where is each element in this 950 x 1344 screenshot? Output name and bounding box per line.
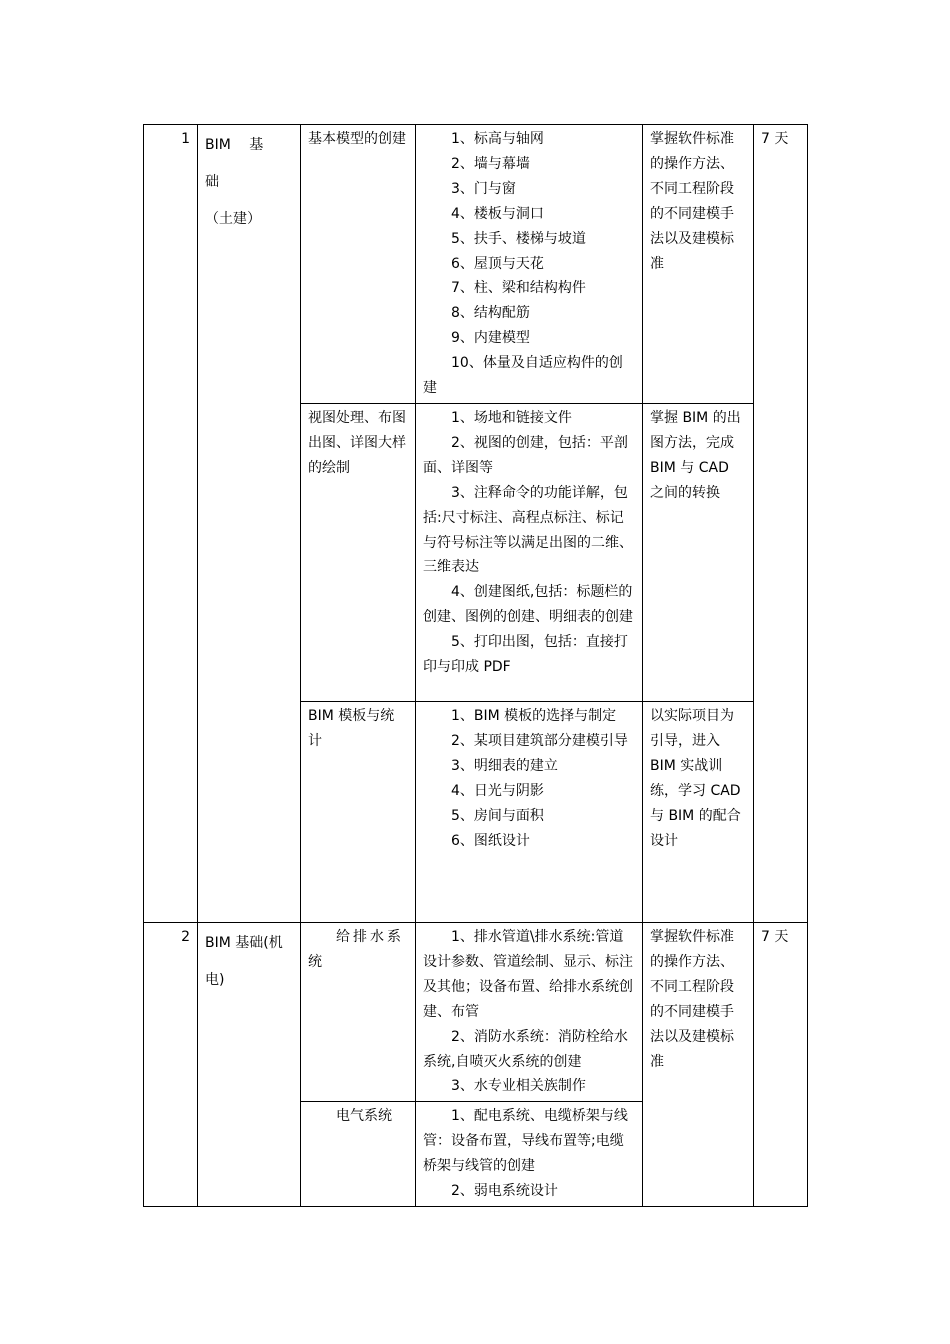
course-subname: 电) (205, 971, 225, 988)
list-item: 6、图纸设计 (451, 832, 530, 849)
list-item: 6、屋顶与天花 (451, 255, 544, 272)
module-title: 视图处理、布图出图、详图大样的绘制 (308, 409, 406, 476)
module-content-cell (416, 701, 643, 922)
course-subname: （土建） (205, 211, 261, 227)
list-item: 4、楼板与洞口 (451, 205, 544, 222)
objective-cell (643, 701, 754, 922)
course-name: BIM 基础(机 (205, 934, 283, 951)
module-title-cell (301, 701, 416, 922)
module-title: 电气系统 (336, 1108, 392, 1125)
list-item: 9、内建模型 (451, 330, 530, 347)
module-title-cell (301, 403, 416, 701)
duration-cell (754, 125, 808, 923)
objective-text: 掌握软件标准的操作方法、不同工程阶段的不同建模手法以及建模标准 (650, 131, 734, 272)
module-content-cell (416, 922, 643, 1101)
module-content-cell (416, 125, 643, 404)
list-item: 1、BIM 模板的选择与制定 (451, 707, 617, 724)
list-item: 3、明细表的建立 (451, 757, 558, 774)
list-item: 4、日光与阴影 (451, 782, 544, 799)
module-title: 给排水系统 (308, 928, 404, 970)
row-number: 2 (144, 922, 198, 1206)
list-item: 8、结构配筋 (451, 305, 530, 322)
list-item: 2、弱电系统设计 (451, 1183, 558, 1200)
module-title-cell (301, 922, 416, 1101)
list-item: 3、注释命令的功能详解，包括:尺寸标注、高程点标注、标记与符号标注等以满足出图的二维、三维表达 (423, 484, 633, 576)
course-table (143, 124, 808, 1207)
list-item: 5、打印出图，包括：直接打印与印成 PDF (423, 634, 628, 676)
duration: 7 天 (761, 131, 789, 147)
list-item: 10、体量及自适应构件的创建 (423, 355, 623, 397)
list-item: 5、扶手、楼梯与坡道 (451, 230, 586, 247)
module-title: 基本模型的创建 (308, 131, 406, 147)
list-item: 7、柱、梁和结构构件 (451, 280, 586, 297)
table-row (144, 922, 808, 1101)
list-item: 1、配电系统、电缆桥架与线管：设备布置，导线布置等;电缆桥架与线管的创建 (423, 1108, 628, 1175)
list-item: 2、消防水系统：消防栓给水系统,自喷灭火系统的创建 (423, 1028, 628, 1070)
module-title-cell (301, 125, 416, 404)
list-item: 1、排水管道\排水系统:管道设计参数、管道绘制、显示、标注及其他；设备布置、给排水系统创建、布管 (423, 928, 633, 1020)
list-item: 2、某项目建筑部分建模引导 (451, 732, 628, 749)
module-content-cell (416, 403, 643, 701)
row-number: 1 (144, 125, 198, 923)
module-content-cell (416, 1102, 643, 1207)
objective-text: 以实际项目为引导，进入 BIM 实战训练，学习 CAD 与 BIM 的配合设计 (650, 707, 741, 849)
module-title: BIM 模板与统计 (308, 707, 395, 749)
list-item: 3、门与窗 (451, 180, 516, 197)
course-name-cell (198, 125, 301, 923)
module-title-cell (301, 1102, 416, 1207)
list-item: 4、创建图纸,包括：标题栏的创建、图例的创建、明细表的创建 (423, 584, 633, 626)
list-item: 1、标高与轴网 (451, 131, 544, 147)
objective-text: 掌握软件标准的操作方法、不同工程阶段的不同建模手法以及建模标准 (650, 928, 734, 1070)
list-item: 2、墙与幕墙 (451, 155, 530, 172)
list-item: 3、水专业相关族制作 (451, 1078, 586, 1095)
table-row (144, 125, 808, 404)
list-item: 2、视图的创建，包括：平剖面、详图等 (423, 434, 628, 476)
objective-text: 掌握 BIM 的出图方法，完成 BIM 与 CAD 之间的转换 (650, 409, 741, 501)
objective-cell (643, 125, 754, 404)
objective-cell (643, 403, 754, 701)
objective-cell (643, 922, 754, 1206)
duration-cell (754, 922, 808, 1206)
duration: 7 天 (761, 928, 789, 945)
list-item: 1、场地和链接文件 (451, 409, 572, 426)
course-name: BIM 基 础 (205, 137, 264, 190)
list-item: 5、房间与面积 (451, 807, 544, 824)
course-name-cell (198, 922, 301, 1206)
